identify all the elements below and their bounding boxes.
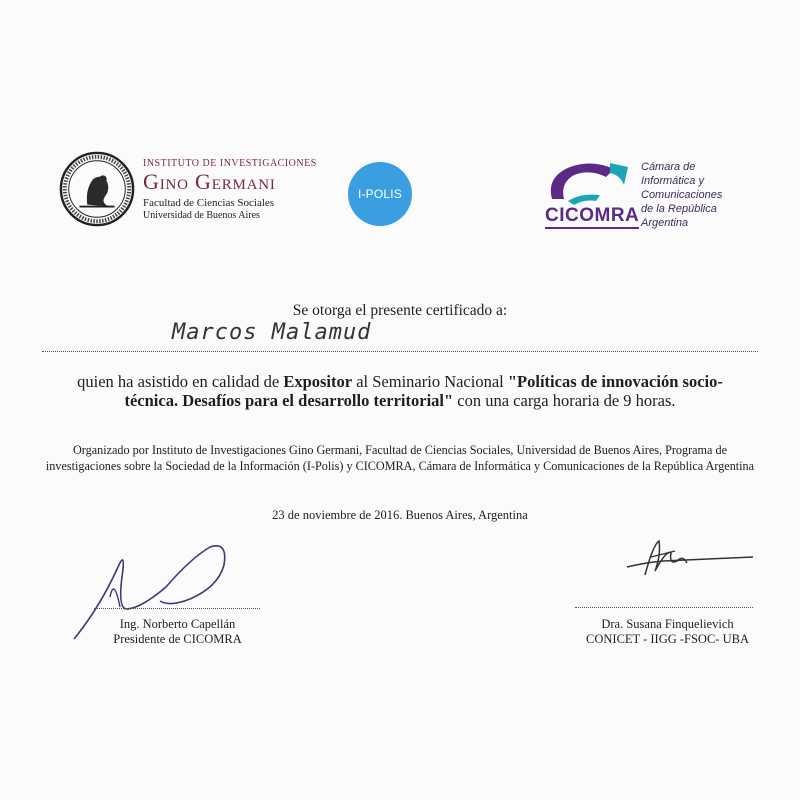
signature-line-right (575, 607, 753, 608)
germani-logo (143, 158, 318, 222)
cicomra-desc-line: Argentina (641, 217, 689, 229)
recipient-dotted-line (42, 351, 758, 352)
germani-faculty: Facultad de Ciencias Sociales (143, 197, 275, 209)
cicomra-desc-line: Cámara de (641, 161, 696, 173)
signatory-right-title: CONICET - IIGG -FSOC- UBA (586, 632, 749, 646)
ipolis-logo (348, 162, 412, 226)
signatory-left-title: Presidente de CICOMRA (113, 632, 242, 646)
germani-university: Universidad de Buenos Aires (143, 210, 260, 221)
certificate-intro: Se otorga el presente certificado a: (292, 302, 508, 319)
organized-by-text: Organizado por Instituto de Investigaciones Gino Germani, Facultad de Ciencias Sociales, Universidad de Buenos Aires, Programa de investigaciones sobre la Sociedad de la Información (I-Polis) y CICOMRA, Cámara de Informática y Comunicaciones de la República Argentina (45, 443, 755, 473)
certificate-body (70, 372, 730, 410)
body-text-mid: al Seminario Nacional (352, 372, 508, 391)
signature-right-scribble (623, 535, 758, 585)
signatory-left (70, 617, 285, 647)
signatory-right-name: Dra. Susana Finquelievich (601, 617, 734, 631)
cicomra-wordmark: CICOMRA (545, 206, 639, 229)
signature-line-left (94, 608, 260, 609)
germani-name: Gino Germani (143, 169, 276, 194)
recipient-name: Marcos Malamud (172, 320, 372, 345)
signatory-right (560, 617, 775, 647)
role: Expositor (283, 372, 353, 391)
cicomra-desc-line: Informática y (641, 175, 704, 187)
uba-seal-logo (58, 150, 136, 228)
germani-institute-label: INSTITUTO DE INVESTIGACIONES (143, 158, 317, 169)
certificate-date: 23 de noviembre de 2016. Buenos Aires, Argentina (272, 508, 528, 522)
cicomra-description (641, 160, 781, 230)
cicomra-desc-line: Comunicaciones (641, 189, 723, 201)
ipolis-label: I-POLIS (357, 187, 403, 201)
body-text-pre: quien ha asistido en calidad de (77, 372, 284, 391)
cicomra-desc-line: de la República (641, 203, 717, 215)
signatory-left-name: Ing. Norberto Capellán (119, 617, 236, 631)
seminar-title: "Políticas de innovación socio-técnica. Desafíos para el desarrollo territorial" (124, 372, 723, 410)
body-text-post: con una carga horaria de 9 horas. (453, 391, 676, 410)
